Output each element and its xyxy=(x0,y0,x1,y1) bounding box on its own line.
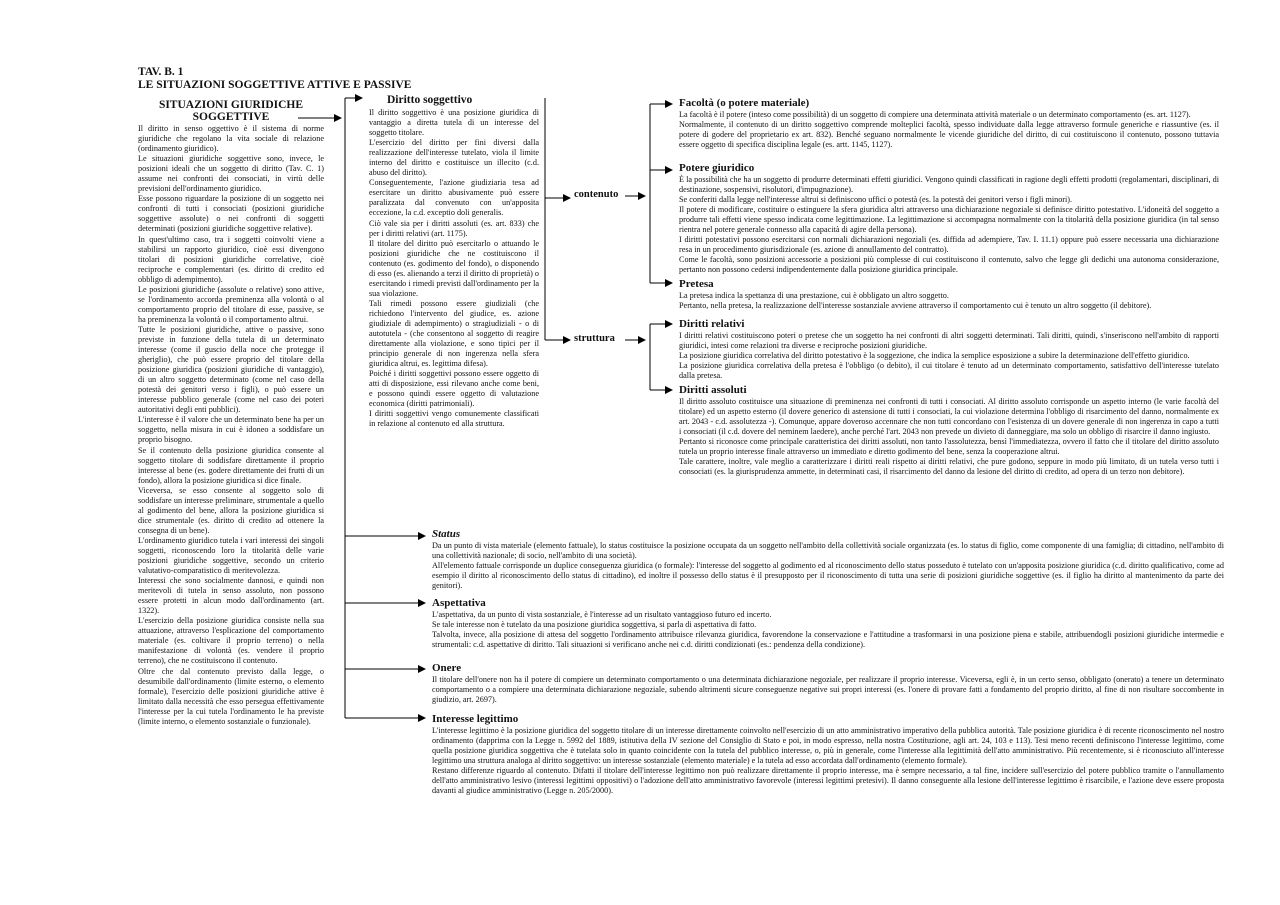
table-code: TAV. B. 1 xyxy=(138,66,184,78)
col2-title: Diritto soggettivo xyxy=(387,94,473,106)
potere-paragraph: Il potere di modificare, costituire o estinguere la sfera giuridica altri attraverso una dichiarazione negoziale si definisce diritto potestativo. L'idoneità del soggetto a produrre tali effetti viene spesso indicata come legittimazione. La legittimazione si accompagna normalmente con la titolarità della posizione giuridica (in tal senso rientra nel potere generale connesso alla capacità di agire della persona). xyxy=(679,205,1219,235)
section-interesse-legittimo xyxy=(432,713,1224,796)
label-contenuto: contenuto xyxy=(574,189,619,200)
facolta-paragraph: Normalmente, il contenuto di un diritto soggettivo comprende molteplici facoltà, spesso individuate dalla legge attraverso formule generiche e riassuntive (es. il potere di godere del proprietario ex art. 832). Benché seguano normalmente le vicende giuridiche del diritto, di cui costituiscono il contenuto, possono tuttavia essere oggetto di specifica disciplina legale (es. artt. 1145, 1127). xyxy=(679,120,1219,150)
potere-title: Potere giuridico xyxy=(679,162,755,174)
facolta-paragraph: La facoltà è il potere (inteso come possibilità) di un soggetto di compiere una determinata attività materiale o un determinato comportamento (es. art. 1127). xyxy=(679,110,1191,119)
col1-paragraph: Il diritto in senso oggettivo è il sistema di norme giuridiche che regolano la vita sociale di relazione (ordinamento giuridico). xyxy=(138,124,324,154)
col2-paragraph: L'esercizio del diritto per fini diversi dalla realizzazione dell'interesse tutelato, viola il limite interno del diritto e costituisce un illecito (c.d. abuso del diritto). xyxy=(369,138,539,178)
interesse-title: Interesse legittimo xyxy=(432,713,519,725)
aspettativa-title: Aspettativa xyxy=(432,597,486,609)
column-diritto-soggettivo xyxy=(369,94,539,430)
interesse-paragraph: L'interesse legittimo è la posizione giuridica del soggetto titolare di un interesse direttamente coinvolto nell'esercizio di un atto amministrativo imperativo della pubblica autorità. Tale posizione giuridica è di recente riconoscimento nel nostro ordinamento (dapprima con la Legge n. 5992 del 1889, istitutiva della IV sezione del Consiglio di Stato e poi, in modo espresso, nella nostra Costituzione, agli art. 24, 103 e 113). Tesi meno recenti definiscono l'interesse legittimo, come quella posizione giuridica soggettiva che è tutelata solo in quanto coincidente con la tutela del pubblico interesse, o, più in generale, come l'interesse alla legittimità dell'atto amministrativo. Più recentemente, si è riconosciuto all'interesse legittimo una struttura analoga al diritto soggettivo: un interesse sostanziale (elemento materiale) e la tutela ad esso accordata dall'ordinamento (elemento formale). xyxy=(432,726,1224,766)
section-onere xyxy=(432,662,1224,705)
status-paragraph: Da un punto di vista materiale (elemento fattuale), lo status costituisce la posizione occupata da un soggetto nell'ambito della collettività sociale organizzata (es. lo status di figlio, come componente di una famiglia; di cittadino, nell'ambito di una collettività nazionale; di socio, nell'ambito di una società). xyxy=(432,541,1224,561)
potere-paragraph: Come le facoltà, sono posizioni accessorie a posizioni più complesse di cui costituiscono il contenuto, salvo che legge gli dedichi una autonoma considerazione, pertanto non possono cedersi indipendentemente dalla posizione giuridica principale. xyxy=(679,255,1219,275)
pretesa-paragraph: Pertanto, nella pretesa, la realizzazione dell'interesse sostanziale avviene attraverso il comportamento cui è tenuto un altro soggetto (il debitore). xyxy=(679,301,1152,311)
col2-paragraph: Tali rimedi possono essere giudiziali (che richiedono l'intervento del giudice, es. azione giudiziale di adempimento) o stragiudiziali - o di autotutela - (che consentono al soggetto di reagire direttamente alla violazione, e sono tipici per il principio generale di non ingerenza nella sfera giuridica altrui, es. legittima difesa). xyxy=(369,298,539,369)
pretesa-title: Pretesa xyxy=(679,278,714,290)
facolta-title: Facoltà (o potere materiale) xyxy=(679,97,810,109)
col1-paragraph: Le situazioni giuridiche soggettive sono, invece, le posizioni ideali che un soggetto di diritto (Tav. C. 1) assume nei confronti dei consociati, in virtù delle previsioni dell'ordinamento giuridico. xyxy=(138,154,324,194)
section-aspettativa xyxy=(432,597,1224,650)
col1-paragraph: Viceversa, se esso consente al soggetto solo di soddisfare un interesse preliminare, strumentale a quello al godimento del bene, allora la posizione giuridica si dice strumentale (es. diritto di credito ad ottenere la consegna di un bene). xyxy=(138,485,324,535)
col2-paragraph: Conseguentemente, l'azione giudiziaria tesa ad esercitare un diritto abusivamente può essere paralizzata dal convenuto con un'apposita eccezione, la c.d. exceptio doli generalis. xyxy=(369,178,539,218)
assoluti-paragraph: Pertanto si riconosce come principale caratteristica dei diritti assoluti, non tanto l'assolutezza, bensì l'immediatezza, ovvero il fatto che il titolare del diritto assoluto tutela un proprio interesse finale attraverso un immediato e diretto godimento del bene, senza la cooperazione altrui. xyxy=(679,437,1219,457)
relativi-title: Diritti relativi xyxy=(679,318,745,330)
col1-paragraph: L'interesse è il valore che un determinato bene ha per un soggetto, nella misura in cui è idoneo a soddisfare un proprio bisogno. xyxy=(138,415,324,445)
col1-paragraph: Oltre che dal contenuto previsto dalla legge, o desumibile dall'ordinamento (limite esterno, o elemento formale), l'esercizio delle posizioni giuridiche attive è limitato dalla necessità che esso persegua effettivamente l'interesse per la cui tutela l'ordinamento le ha previste (limite interno, o elemento sostanziale o funzionale). xyxy=(138,666,324,726)
section-status xyxy=(432,528,1224,591)
status-title: Status xyxy=(432,528,461,540)
onere-title: Onere xyxy=(432,662,462,674)
col1-paragraph: In quest'ultimo caso, tra i soggetti coinvolti viene a stabilirsi un rapporto giuridico, cioè essi divengono titolari di posizioni giuridiche correlative, cioè reciproche e complementari (es. diritto di credito ed obbligo di adempimento). xyxy=(138,234,324,284)
col2-paragraph: Poiché i diritti soggettivi possono essere oggetto di atti di disposizione, essi rilevano anche come beni, e possono quindi essere oggetto di valutazione economica (diritti patrimoniali). xyxy=(369,369,539,409)
onere-paragraph: Il titolare dell'onere non ha il potere di compiere un determinato comportamento o una determinata dichiarazione negoziale, per realizzare il proprio interesse. Viceversa, egli è, in un certo senso, obbligato (onerato) a tenere un determinato comportamento o a compiere una determinata dichiarazione negoziale, subendo altrimenti sicure conseguenze negative sui propri interessi (es. l'onere di provare fatti a fondamento del proprio diritto, al fine di non risultare soccombente in giudizio, art. 2697). xyxy=(432,675,1224,705)
pretesa-paragraph: La pretesa indica la spettanza di una prestazione, cui è obbligato un altro soggetto. xyxy=(679,291,949,300)
col1-title-line2: SOGGETTIVE xyxy=(192,111,270,123)
col1-paragraph: Se il contenuto della posizione giuridica consente al soggetto titolare di soddisfare direttamente il proprio interesse al bene (es. godere direttamente dei frutti di un fondo), allora la posizione giuridica si dice finale. xyxy=(138,445,324,485)
aspettativa-paragraph: Talvolta, invece, alla posizione di attesa del soggetto l'ordinamento attribuisce rilevanza giuridica, favorendone la conservazione e l'attitudine a trasformarsi in una posizione piena e stabile, attribuendogli posizioni giuridiche intermedie e strumentali: c.d. aspettative di diritto. Tali situazioni si verificano anche nei c.d. diritti condizionati (es.: pendenza della condizione). xyxy=(432,630,1224,650)
column-situazioni-giuridiche xyxy=(138,99,324,727)
interesse-paragraph: Restano differenze riguardo al contenuto. Difatti il titolare dell'interesse legittimo non può realizzare direttamente il proprio interesse, ma è sempre necessario, a tal fine, incidere sull'esercizio del potere pubblico tramite o l'annullamento dell'atto amministrativo lesivo (interessi legittimi oppositivi) o l'adozione dell'atto amministrativo favorevole (interessi legittimi pretesivi). Il danno conseguente alla lesione dell'interesse legittimo è risarcibile, e l'azione deve essere proposta davanti al giudice amministrativo (Legge n. 205/2000). xyxy=(432,766,1224,796)
potere-paragraph: È la possibilità che ha un soggetto di produrre determinati effetti giuridici. Vengono quindi classificati in ragione degli effetti prodotti (regolamentari, disciplinari, di destinazione, sospensivi, risolutori, d'impugnazione). xyxy=(679,175,1219,195)
status-paragraph: All'elemento fattuale corrisponde un duplice conseguenza giuridica (o formale): l'interesse del soggetto al godimento ed al riconoscimento dello status posseduto è tutelato con un'apposita posizione giuridica (c.d. diritto qualificativo, come ad esempio il diritto al riconoscimento dello status di cittadino), ed inoltre il possesso dello status è il presupposto per il riconoscimento di tutta una serie di posizioni giuridiche soggettive (es. il figlio ha diritto al mantenimento da parte dei genitori). xyxy=(432,561,1224,591)
section-facolta xyxy=(679,97,1219,150)
section-diritti-assoluti xyxy=(679,384,1219,477)
aspettativa-paragraph: L'aspettativa, da un punto di vista sostanziale, è l'interesse ad un risultato vantaggioso futuro ed incerto. xyxy=(432,610,772,619)
col1-paragraph: L'esercizio della posizione giuridica consiste nella sua attuazione, attraverso l'esplicazione del comportamento materiale (es. coltivare il proprio terreno) o nella manifestazione di volontà (es. vendere il proprio terreno), che ne costituiscono il contenuto. xyxy=(138,616,324,666)
section-pretesa xyxy=(679,278,1219,311)
section-diritti-relativi xyxy=(679,318,1219,381)
col1-paragraph: Esse possono riguardare la posizione di un soggetto nei confronti di tutti i consociati (posizioni giuridiche soggettive assolute) o nei confronti di soggetti determinati (posizioni giuridiche soggettive relative). xyxy=(138,194,324,234)
relativi-paragraph: La posizione giuridica correlativa della pretesa è l'obbligo (o debito), il cui titolare è tenuto ad un determinato comportamento, satisfattivo dell'interesse tutelato dalla pretesa. xyxy=(679,361,1219,381)
section-potere-giuridico xyxy=(679,162,1219,275)
col1-paragraph: Tutte le posizioni giuridiche, attive o passive, sono previste in funzione della tutela di un determinato interesse (come il guscio della noce che protegge il gheriglio), che può essere proprio del titolare della posizione giuridica (posizioni giuridiche di vantaggio), di un altro soggetto determinato (come nel caso della potestà dei genitori verso i figli), o può essere un interesse pubblico generale (come nel caso dei poteri autoritativi degli enti pubblici). xyxy=(138,324,324,415)
relativi-paragraph: I diritti relativi costituiscono poteri o pretese che un soggetto ha nei confronti di altri soggetti determinati. Tali diritti, quindi, s'inseriscono nell'ambito di rapporti giuridici, intesi come relazioni tra diverse e reciproche posizioni giuridiche. xyxy=(679,331,1219,351)
aspettativa-paragraph: Se tale interesse non è tutelato da una posizione giuridica soggettiva, si parla di aspettativa di fatto. xyxy=(432,620,757,630)
col1-paragraph: Le posizioni giuridiche (assolute o relative) sono attive, se l'ordinamento accorda preminenza alla volontà o al comportamento proprio del titolare di esse, passive, se ha preminenza la volontà o il comportamento altrui. xyxy=(138,284,324,324)
label-struttura: struttura xyxy=(574,333,615,344)
col2-paragraph: I diritti soggettivi vengo comunemente classificati in relazione al contenuto ed alla struttura. xyxy=(369,409,539,429)
assoluti-paragraph: Tale carattere, inoltre, vale meglio a caratterizzare i diritti reali rispetto ai diritti relativi, che pure godono, seppure in modo più limitato, di un tutela verso tutti i consociati (es. la giurisprudenza ammette, in determinati casi, il risarcimento del danno da lesione del diritto di credito, ad opera di un terzo non debitore). xyxy=(679,457,1219,477)
assoluti-paragraph: Il diritto assoluto costituisce una situazione di preminenza nei confronti di tutti i consociati. Al diritto assoluto corrisponde un aspetto interno (le varie facoltà del titolare) ed un aspetto esterno (il dovere generico di astensione di tutti i consociati, la cui violazione determina l'obbligo di risarcimento del danno, normalmente ex art. 2043 - c.d. assolutezza -). Comunque, appare doveroso accennare che non tutti concordano con l'esistenza di un dovere generale di non ingerenza in capo a tutti i consociati (il c.d. dovere del neminem laedere), anche perché l'art. 2043 non prevede un divieto di danneggiare, ma solo un obbligo di risarcire il danno ingiusto. xyxy=(679,397,1219,437)
relativi-paragraph: La posizione giuridica correlativa del diritto potestativo è la soggezione, che indica la semplice esposizione a subire la determinazione dell'effetto giuridico. xyxy=(679,351,1190,361)
potere-paragraph: Se conferiti dalla legge nell'interesse altrui si definiscono uffici o potestà (es. la potestà dei genitori verso i figli minori). xyxy=(679,195,1073,205)
col1-paragraph: Interessi che sono socialmente dannosi, e quindi non meritevoli di tutela in senso assoluto, non possono essere protetti in alcun modo dall'ordinamento (art. 1322). xyxy=(138,576,324,616)
assoluti-title: Diritti assoluti xyxy=(679,384,747,396)
col1-title-line1: SITUAZIONI GIURIDICHE xyxy=(158,99,304,111)
col2-paragraph: Ciò vale sia per i diritti assoluti (es. art. 833) che per i diritti relativi (art. 1175). xyxy=(369,218,539,238)
col2-paragraph: Il titolare del diritto può esercitarlo o attuando le posizioni giuridiche che ne costituiscono il contenuto (es. godimento del fondo), o disponendo di esso (es. alienando a terzi il diritto di proprietà) o esercitando i rimedi previsti dall'ordinamento per la sua violazione. xyxy=(369,238,539,298)
col2-paragraph: Il diritto soggettivo è una posizione giuridica di vantaggio a diretta tutela di un interesse del soggetto titolare. xyxy=(369,108,539,138)
page-title: LE SITUAZIONI SOGGETTIVE ATTIVE E PASSIVE xyxy=(138,79,412,91)
potere-paragraph: I diritti potestativi possono esercitarsi con normali dichiarazioni negoziali (es. diffida ad adempiere, Tav. I. 11.1) oppure può essere necessaria una dichiarazione resa in un procedimento giurisdizionale (es. azione di annullamento del contratto). xyxy=(679,235,1219,255)
col1-paragraph: L'ordinamento giuridico tutela i vari interessi dei singoli soggetti, riconoscendo loro la titolarità delle varie posizioni giuridiche soggettive, secondo un criterio valutativo-comparatistico di meritevolezza. xyxy=(138,535,324,576)
